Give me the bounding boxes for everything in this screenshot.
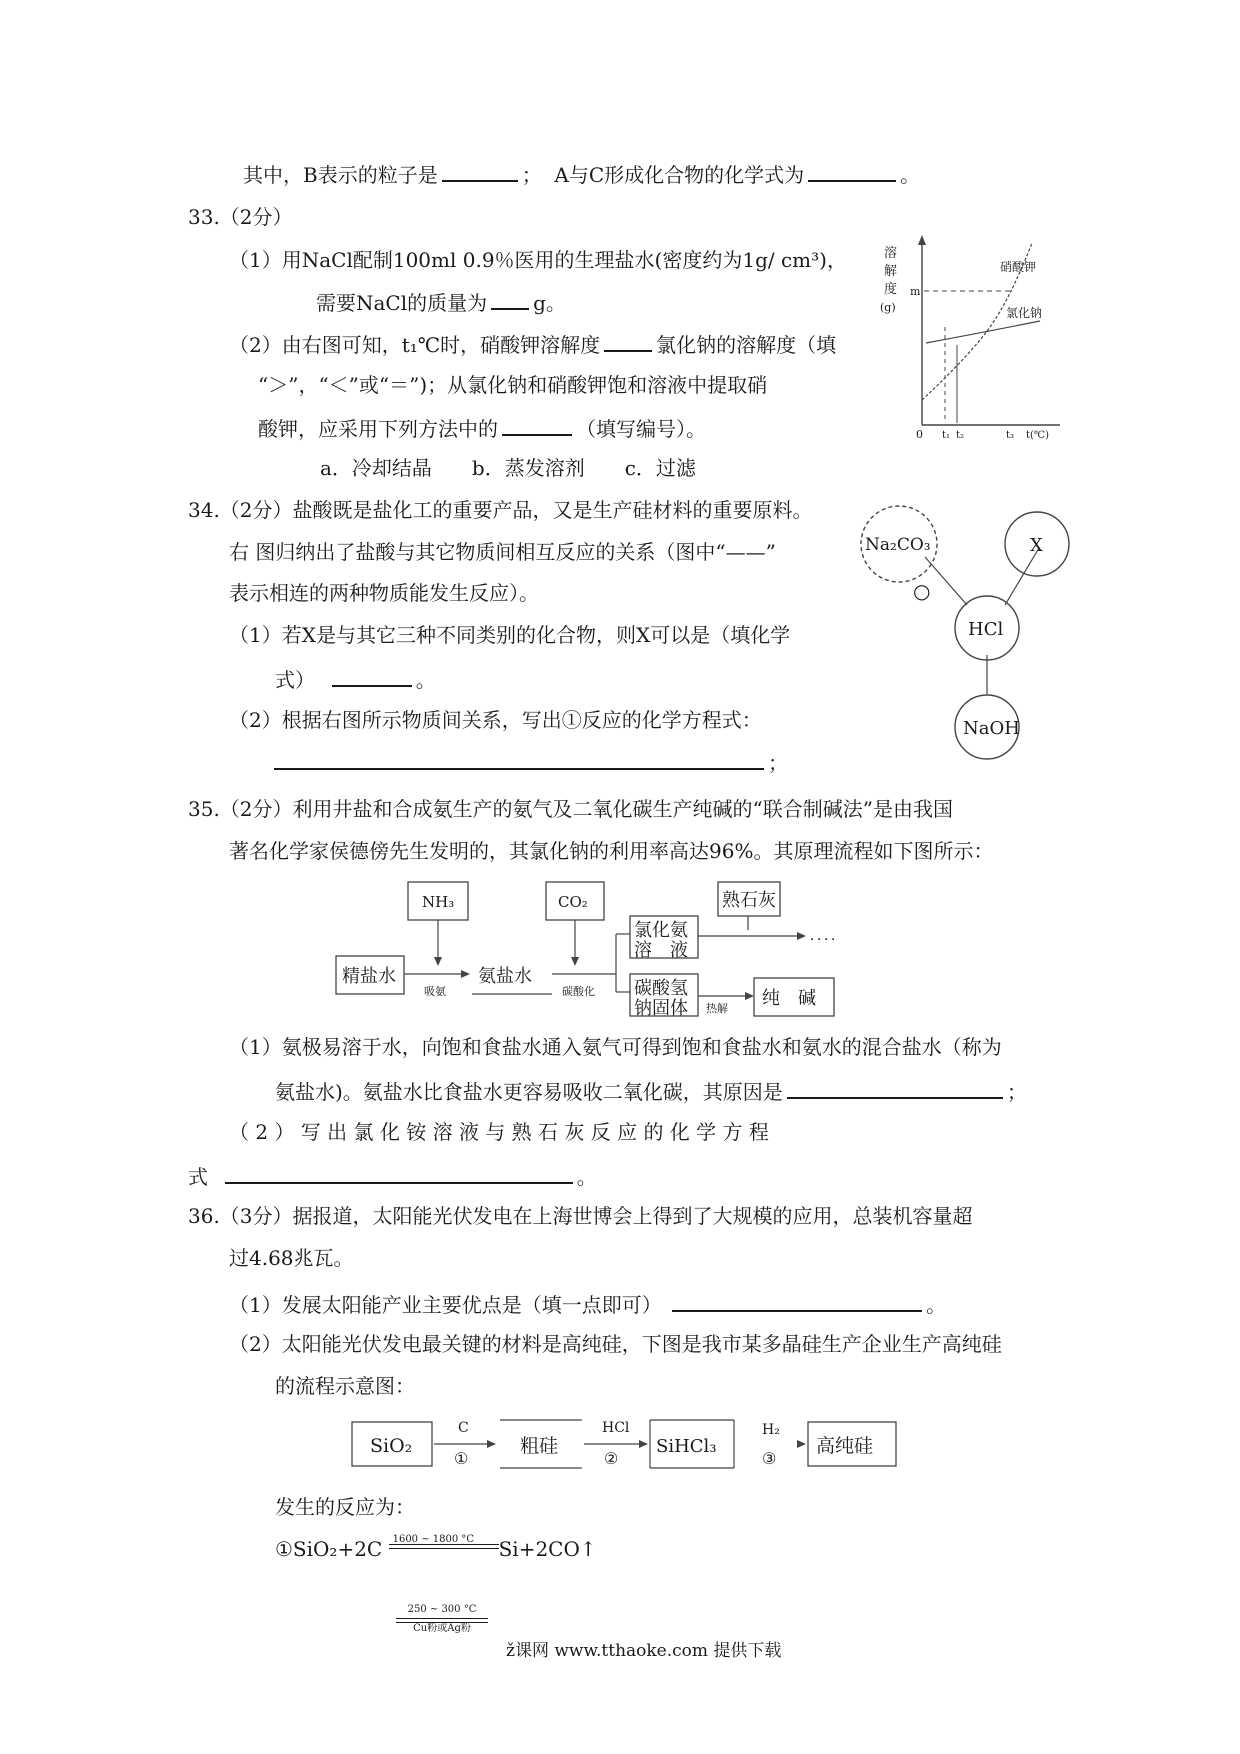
answer-blank-q36-advantage[interactable] xyxy=(672,1290,922,1312)
q35-2b-text: 式 xyxy=(188,1165,208,1189)
q33-2c-tail: （填写编号）。 xyxy=(576,417,706,441)
x-tick-t3: t₃ xyxy=(1006,430,1015,441)
flow-lime: 熟石灰 xyxy=(722,890,776,911)
q34-2-end: ； xyxy=(768,751,788,775)
q33-2c-line xyxy=(258,414,706,441)
si-flow-crude: 粗硅 xyxy=(520,1435,559,1457)
y-tick-m: m xyxy=(910,285,921,298)
q36-1-end: 。 xyxy=(926,1293,947,1317)
si-flow-hcl: HCl xyxy=(602,1420,630,1436)
q32-end: 。 xyxy=(900,163,921,187)
flow-brine: 精盐水 xyxy=(342,966,396,987)
silicon-flow-diagram xyxy=(350,1412,910,1482)
q34-1b-end: 。 xyxy=(415,668,436,692)
q33-2c-text: 酸钾，应采用下列方法中的 xyxy=(258,417,498,441)
stray-condition xyxy=(396,1604,488,1635)
answer-blank-q35-equation[interactable] xyxy=(225,1162,573,1184)
y-label-2: 解 xyxy=(884,264,898,279)
q33-heading: 33.（2分） xyxy=(188,205,293,229)
answer-blank-q33-compare[interactable] xyxy=(604,330,652,352)
q32-ac-text: A与C形成化合物的化学式为 xyxy=(554,163,805,187)
q36-1-text: （1）发展太阳能产业主要优点是（填一点即可） xyxy=(229,1293,662,1317)
q34-1b-line xyxy=(275,665,436,692)
q33-1b-line xyxy=(316,288,566,315)
q36-2b: 的流程示意图： xyxy=(275,1374,415,1398)
node-naoh: NaOH xyxy=(963,718,1020,739)
q34-2-answer-line xyxy=(274,748,788,775)
flow-soda: 纯 碱 xyxy=(762,988,816,1009)
si-flow-step1: ① xyxy=(454,1449,469,1468)
q33-1b-text: 需要NaCl的质量为 xyxy=(316,291,488,315)
answer-blank-q34-x[interactable] xyxy=(332,665,412,687)
q35-1: （1）氨极易溶于水，向饱和食盐水通入氨气可得到饱和食盐水和氨水的混合盐水（称为 xyxy=(229,1035,1002,1059)
q33-1b-unit: g。 xyxy=(533,291,566,315)
answer-blank-q32-b[interactable] xyxy=(442,160,518,182)
answer-blank-q33-method[interactable] xyxy=(502,414,572,436)
y-label-4: (g) xyxy=(880,301,896,314)
flow-nh3: NH₃ xyxy=(422,893,455,911)
node-na2co3: Na₂CO₃ xyxy=(865,535,931,555)
si-flow-step3: ③ xyxy=(762,1449,777,1468)
answer-blank-q34-equation[interactable] xyxy=(274,748,764,770)
q32-line xyxy=(243,160,920,187)
q35-b: 著名化学家侯德傍先生发明的，其氯化钠的利用率高达96%。其原理流程如下图所示： xyxy=(229,839,994,863)
q33-2a-text: （2）由右图可知，t₁℃时，硝酸钾溶解度 xyxy=(229,333,601,357)
stray-condition-top: 250 ~ 300 °C xyxy=(407,1604,477,1615)
eq1-condition-bar xyxy=(389,1536,499,1556)
answer-blank-q33-mass[interactable] xyxy=(491,288,529,310)
node-hcl: HCl xyxy=(968,619,1004,640)
x-axis-unit: t(℃) xyxy=(1026,430,1050,441)
si-flow-pure: 高纯硅 xyxy=(816,1435,874,1457)
q35-heading: 35.（2分）利用井盐和合成氨生产的氨气及二氧化碳生产纯碱的“联合制碱法”是由我国 xyxy=(188,797,953,821)
flow-nh4cl-2: 溶 液 xyxy=(634,940,688,961)
equation-1 xyxy=(275,1536,597,1561)
q35-1b-end: ； xyxy=(1006,1080,1027,1104)
q33-2a-line xyxy=(229,330,836,357)
q36-1-line xyxy=(229,1290,946,1317)
q34-2: （2）根据右图所示物质间关系，写出①反应的化学方程式： xyxy=(229,708,762,732)
si-flow-step2: ② xyxy=(604,1449,619,1468)
x-tick-t1: t₁ xyxy=(942,430,951,441)
page-footer: ž课网 www.tthaoke.com 提供下载 xyxy=(506,1641,782,1661)
q34-b: 右 图归纳出了盐酸与其它物质间相互反应的关系（图中“——” xyxy=(229,540,776,564)
y-label-1: 溶 xyxy=(884,246,898,261)
q36-heading: 36.（3分）据报道，太阳能光伏发电在上海世博会上得到了大规模的应用，总装机容量超 xyxy=(188,1204,973,1228)
flow-nahco3-1: 碳酸氢 xyxy=(634,978,688,999)
q35-2b-end: 。 xyxy=(576,1165,597,1189)
solubility-chart xyxy=(860,235,1070,440)
flow-co2: CO₂ xyxy=(558,893,588,911)
x-tick-0: 0 xyxy=(916,428,923,441)
q34-heading: 34.（2分）盐酸既是盐化工的重要产品，又是生产硅材料的重要原料。 xyxy=(188,498,813,522)
q35-2b-line xyxy=(188,1162,597,1189)
soda-flow-diagram xyxy=(330,880,890,1025)
curve-nacl xyxy=(926,321,1040,343)
label-nacl: 氯化钠 xyxy=(1006,306,1043,320)
eq1-left: ①SiO₂+2C xyxy=(275,1537,383,1561)
si-flow-c: C xyxy=(458,1420,469,1436)
q34-1: （1）若X是与其它三种不同类别的化合物，则X可以是（填化学 xyxy=(229,623,791,647)
q36-b: 过4.68兆瓦。 xyxy=(229,1246,354,1270)
flow-heat: 热解 xyxy=(706,1002,728,1015)
flow-absorb: 吸氨 xyxy=(424,985,446,998)
flow-ammonia-brine: 氨盐水 xyxy=(478,966,532,987)
q35-1b-text: 氨盐水)。氨盐水比食盐水更容易吸收二氧化碳，其原因是 xyxy=(275,1080,783,1104)
q35-2: （ 2 ） 写 出 氯 化 铵 溶 液 与 熟 石 灰 反 应 的 化 学 方 程 xyxy=(229,1120,769,1144)
hcl-relation-diagram xyxy=(855,500,1070,765)
q33-options: a．冷却结晶 b．蒸发溶剂 c．过滤 xyxy=(320,456,696,480)
si-flow-h2: H₂ xyxy=(762,1422,780,1438)
si-flow-sihcl3: SiHCl₃ xyxy=(656,1436,717,1457)
flow-nahco3-2: 钠固体 xyxy=(634,998,688,1019)
flow-nh4cl-1: 氯化氨 xyxy=(634,920,688,941)
q32-sep: ； xyxy=(521,163,542,187)
q34-c: 表示相连的两种物质能发生反应）。 xyxy=(229,581,539,605)
q33-2a-tail: 氯化钠的溶解度（填 xyxy=(656,333,837,357)
q36-2: （2）太阳能光伏发电最关键的材料是高纯硅，下图是我市某多晶硅生产企业生产高纯硅 xyxy=(229,1332,1002,1356)
eq1-right: Si+2CO↑ xyxy=(498,1537,597,1561)
q32-b-text: 其中，B表示的粒子是 xyxy=(243,163,438,187)
reaction-marker: ○ xyxy=(913,579,931,603)
q33-2b-text: “＞”，“＜”或“＝”)；从氯化钠和硝酸钾饱和溶液中提取硝 xyxy=(258,373,768,397)
answer-blank-q32-ac[interactable] xyxy=(808,160,896,182)
q34-1b-text: 式） xyxy=(275,668,315,692)
label-kno3: 硝酸钾 xyxy=(1000,260,1037,274)
q33-1-text: （1）用NaCl配制100ml 0.9％医用的生理盐水(密度约为1g/ cm³)， xyxy=(229,248,847,272)
q35-1b-line xyxy=(275,1077,1027,1104)
node-x: X xyxy=(1030,535,1043,556)
si-flow-sio2: SiO₂ xyxy=(370,1435,413,1457)
q36-react: 发生的反应为： xyxy=(275,1495,415,1519)
y-label-3: 度 xyxy=(884,282,898,297)
answer-blank-q35-reason[interactable] xyxy=(787,1077,1003,1099)
flow-carbonate: 碳酸化 xyxy=(562,985,595,998)
flow-dots: ．．．． xyxy=(810,928,845,944)
x-tick-t2: t₂ xyxy=(956,430,965,441)
eq1-condition: 1600 ~ 1800 °C xyxy=(392,1534,475,1545)
stray-condition-bottom: Cu粉或Ag粉 xyxy=(413,1623,471,1634)
